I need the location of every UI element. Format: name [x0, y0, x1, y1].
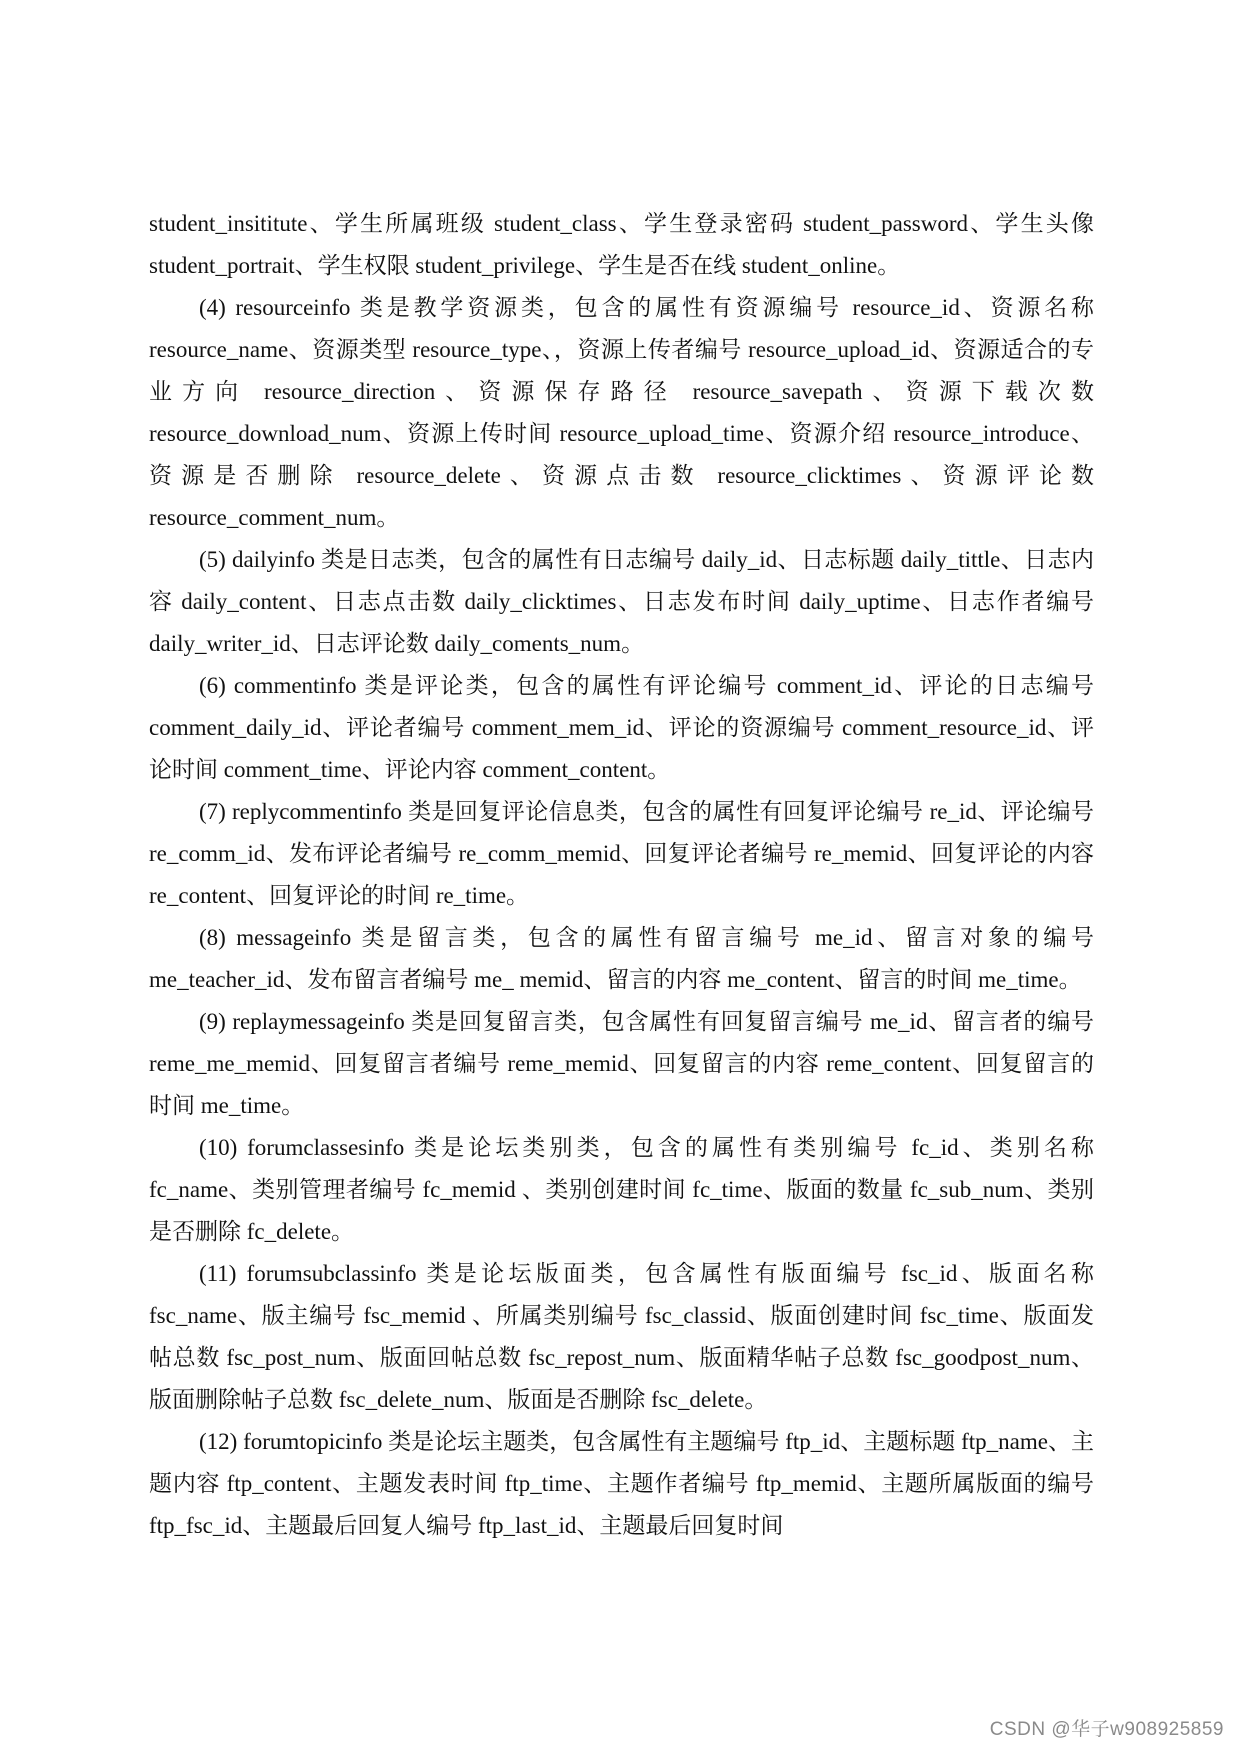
document-body	[149, 203, 1094, 1547]
paragraph-forumsubclassinfo: (11) forumsubclassinfo 类是论坛版面类，包含属性有版面编号 fsc_id、版面名称 fsc_name、版主编号 fsc_memid 、所属类别编号 fsc_classid、版面创建时间 fsc_time、版面发帖总数 fsc_post_num、版面回帖总数 fsc_repost_num、版面精华帖子总数 fsc_goodpost_num、版面删除帖子总数 fsc_delete_num、版面是否删除 fsc_delete。	[149, 1261, 1094, 1412]
paragraph-student-continuation: student_insititute、学生所属班级 student_class、学生登录密码 student_password、学生头像 student_portrait、学生权限 student_privilege、学生是否在线 student_online。	[149, 211, 1094, 278]
csdn-watermark: CSDN @华子w908925859	[989, 1719, 1224, 1740]
paragraph-forumclassesinfo: (10) forumclassesinfo 类是论坛类别类，包含的属性有类别编号 fc_id、类别名称 fc_name、类别管理者编号 fc_memid 、类别创建时间 fc_time、版面的数量 fc_sub_num、类别是否删除 fc_delete。	[149, 1135, 1094, 1244]
paragraph-dailyinfo: (5) dailyinfo 类是日志类，包含的属性有日志编号 daily_id、日志标题 daily_tittle、日志内容 daily_content、日志点击数 daily_clicktimes、日志发布时间 daily_uptime、日志作者编号 daily_writer_id、日志评论数 daily_coments_num。	[149, 547, 1094, 656]
paragraph-messageinfo: (8) messageinfo 类是留言类，包含的属性有留言编号 me_id、留言对象的编号 me_teacher_id、发布留言者编号 me_ memid、留言的内容 me_content、留言的时间 me_time。	[149, 925, 1094, 992]
paragraph-resourceinfo: (4) resourceinfo 类是教学资源类，包含的属性有资源编号 resource_id、资源名称 resource_name、资源类型 resource_type、，资源上传者编号 resource_upload_id、资源适合的专业方向 resource_direction、资源保存路径 resource_savepath、资源下载次数 resource_download_num、资源上传时间 resource_upload_time、资源介绍 resource_introduce、资源是否删除 resource_delete、资源点击数 resource_clicktimes、资源评论数 resource_comment_num。	[149, 295, 1094, 530]
paragraph-replycommentinfo: (7) replycommentinfo 类是回复评论信息类，包含的属性有回复评论编号 re_id、评论编号 re_comm_id、发布评论者编号 re_comm_memid、回复评论者编号 re_memid、回复评论的内容 re_content、回复评论的时间 re_time。	[149, 799, 1094, 908]
paragraph-forumtopicinfo: (12) forumtopicinfo 类是论坛主题类，包含属性有主题编号 ftp_id、主题标题 ftp_name、主题内容 ftp_content、主题发表时间 ftp_time、主题作者编号 ftp_memid、主题所属版面的编号 ftp_fsc_id、主题最后回复人编号 ftp_last_id、主题最后回复时间	[149, 1429, 1094, 1538]
paragraph-commentinfo: (6) commentinfo 类是评论类，包含的属性有评论编号 comment_id、评论的日志编号 comment_daily_id、评论者编号 comment_mem_id、评论的资源编号 comment_resource_id、评论时间 comment_time、评论内容 comment_content。	[149, 673, 1094, 782]
paragraph-replaymessageinfo: (9) replaymessageinfo 类是回复留言类，包含属性有回复留言编号 me_id、留言者的编号 reme_me_memid、回复留言者编号 reme_memid、回复留言的内容 reme_content、回复留言的时间 me_time。	[149, 1009, 1094, 1118]
